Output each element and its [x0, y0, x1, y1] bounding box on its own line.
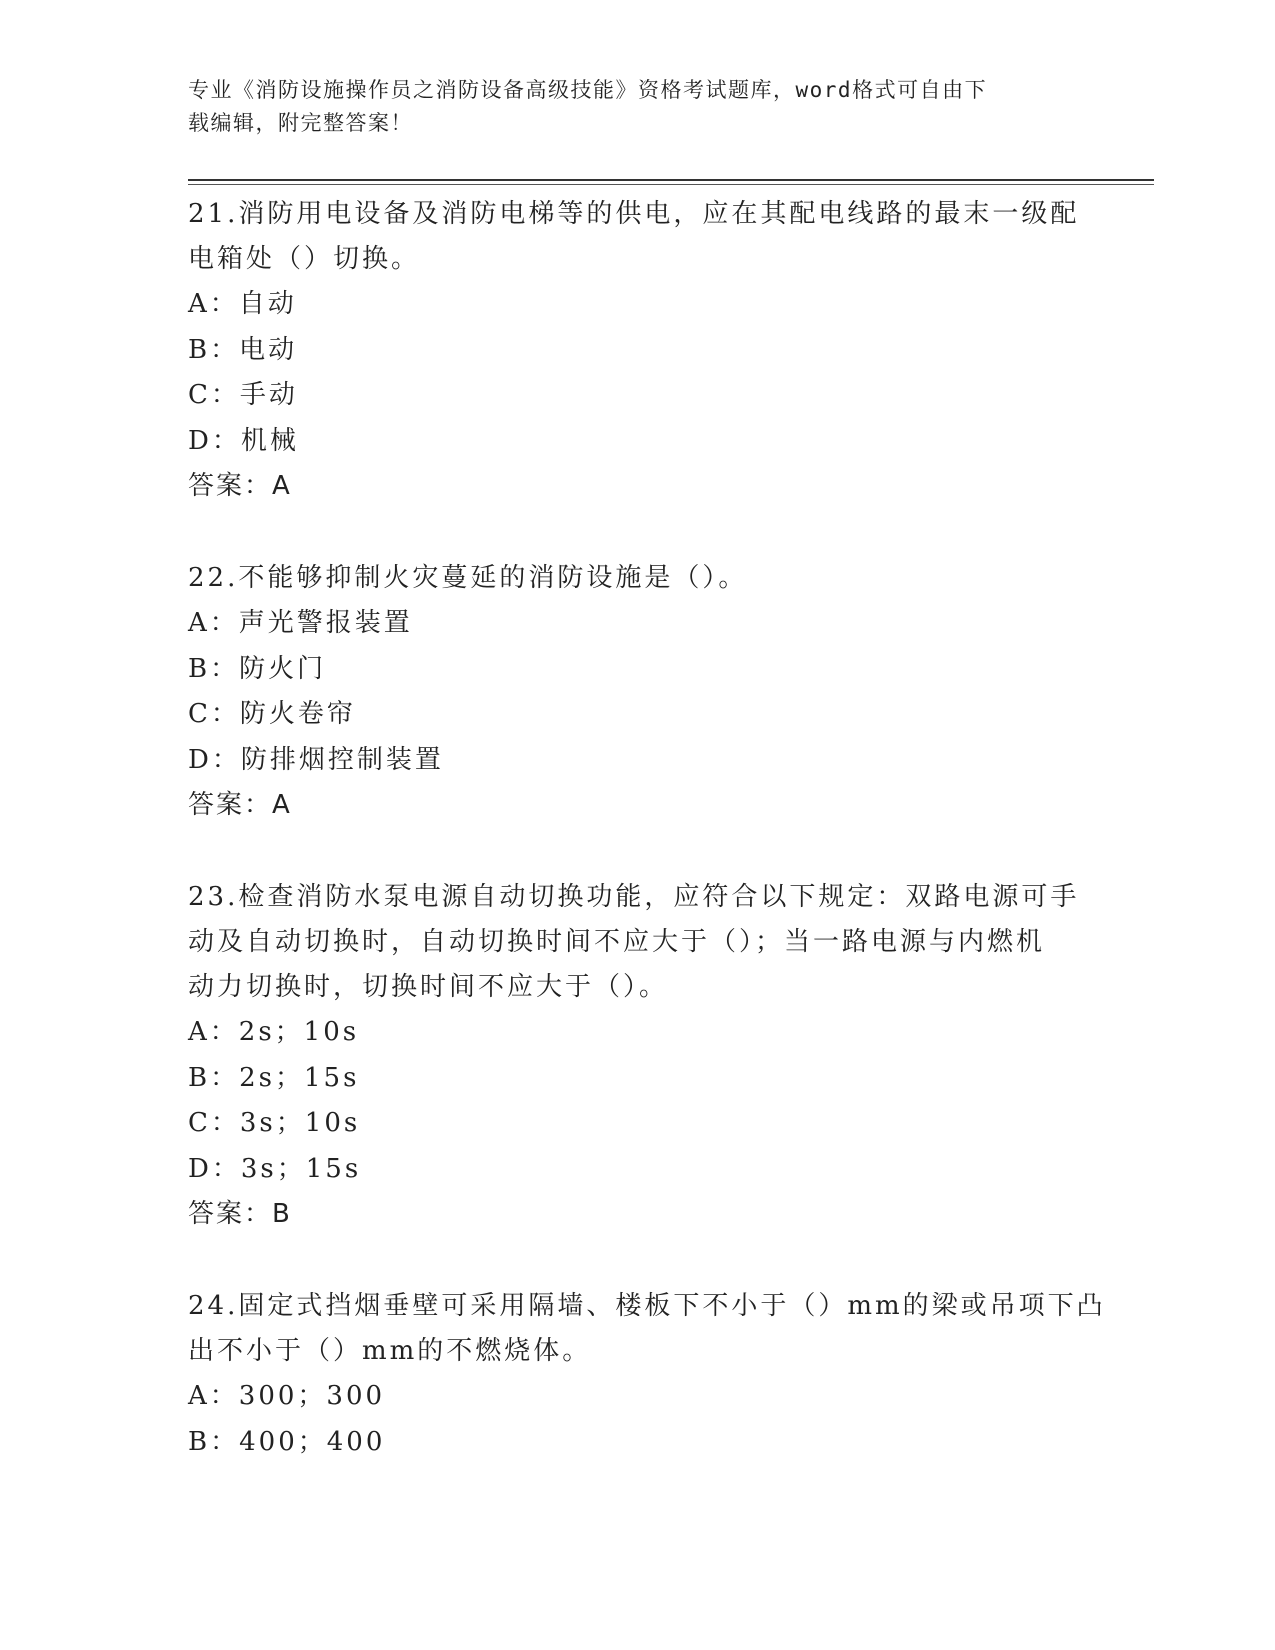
option-d: D：机械	[188, 425, 299, 456]
question-list	[188, 192, 1106, 1465]
stem-line: 22.不能够抑制火灾蔓延的消防设施是（）。	[188, 563, 748, 593]
question-22	[188, 556, 1088, 828]
header-line-2: 载编辑，附完整答案！	[188, 111, 413, 135]
header-line-1: 专业《消防设施操作员之消防设备高级技能》资格考试题库，word格式可自由下	[188, 78, 988, 102]
option-b: B：400；400	[188, 1426, 386, 1457]
option-b: B：电动	[188, 334, 298, 365]
option-a: A：2s；10s	[188, 1017, 360, 1047]
question-stem	[188, 875, 1088, 1010]
stem-line: 24.固定式挡烟垂壁可采用隔墙、楼板下不小于（）mm的梁或吊项下凸	[188, 1291, 1106, 1321]
header-divider-thin	[188, 184, 1154, 185]
question-gap	[188, 1237, 1088, 1284]
answer-line: 答案：A	[188, 790, 292, 820]
header-divider-thick	[188, 179, 1154, 181]
option-a: A：自动	[188, 289, 297, 319]
question-23	[188, 875, 1088, 1237]
question-stem	[188, 1284, 1106, 1374]
question-stem	[188, 192, 1088, 282]
question-24	[188, 1284, 1106, 1465]
answer-line: 答案：B	[188, 1199, 292, 1229]
stem-line: 电箱处（）切换。	[188, 244, 421, 274]
option-b: B：防火门	[188, 653, 327, 684]
option-c: C：3s；10s	[188, 1108, 361, 1138]
option-a: A：声光警报装置	[188, 608, 413, 638]
option-d: D：防排烟控制装置	[188, 744, 444, 775]
option-c: C：手动	[188, 380, 298, 410]
question-gap	[188, 828, 1088, 875]
question-gap	[188, 509, 1088, 556]
option-d: D：3s；15s	[188, 1153, 362, 1184]
question-stem	[188, 556, 1088, 601]
option-c: C：防火卷帘	[188, 699, 356, 729]
document-header	[188, 74, 1088, 140]
answer-line: 答案：A	[188, 471, 292, 501]
stem-line: 动及自动切换时，自动切换时间不应大于（）；当一路电源与内燃机	[188, 927, 1046, 957]
stem-line: 动力切换时，切换时间不应大于（）。	[188, 972, 669, 1002]
stem-line: 21.消防用电设备及消防电梯等的供电，应在其配电线路的最末一级配	[188, 199, 1080, 229]
stem-line: 出不小于（）mm的不燃烧体。	[188, 1336, 592, 1366]
option-a: A：300；300	[188, 1381, 386, 1411]
question-21	[188, 192, 1088, 509]
option-b: B：2s；15s	[188, 1062, 360, 1093]
stem-line: 23.检查消防水泵电源自动切换功能，应符合以下规定：双路电源可手	[188, 882, 1080, 912]
